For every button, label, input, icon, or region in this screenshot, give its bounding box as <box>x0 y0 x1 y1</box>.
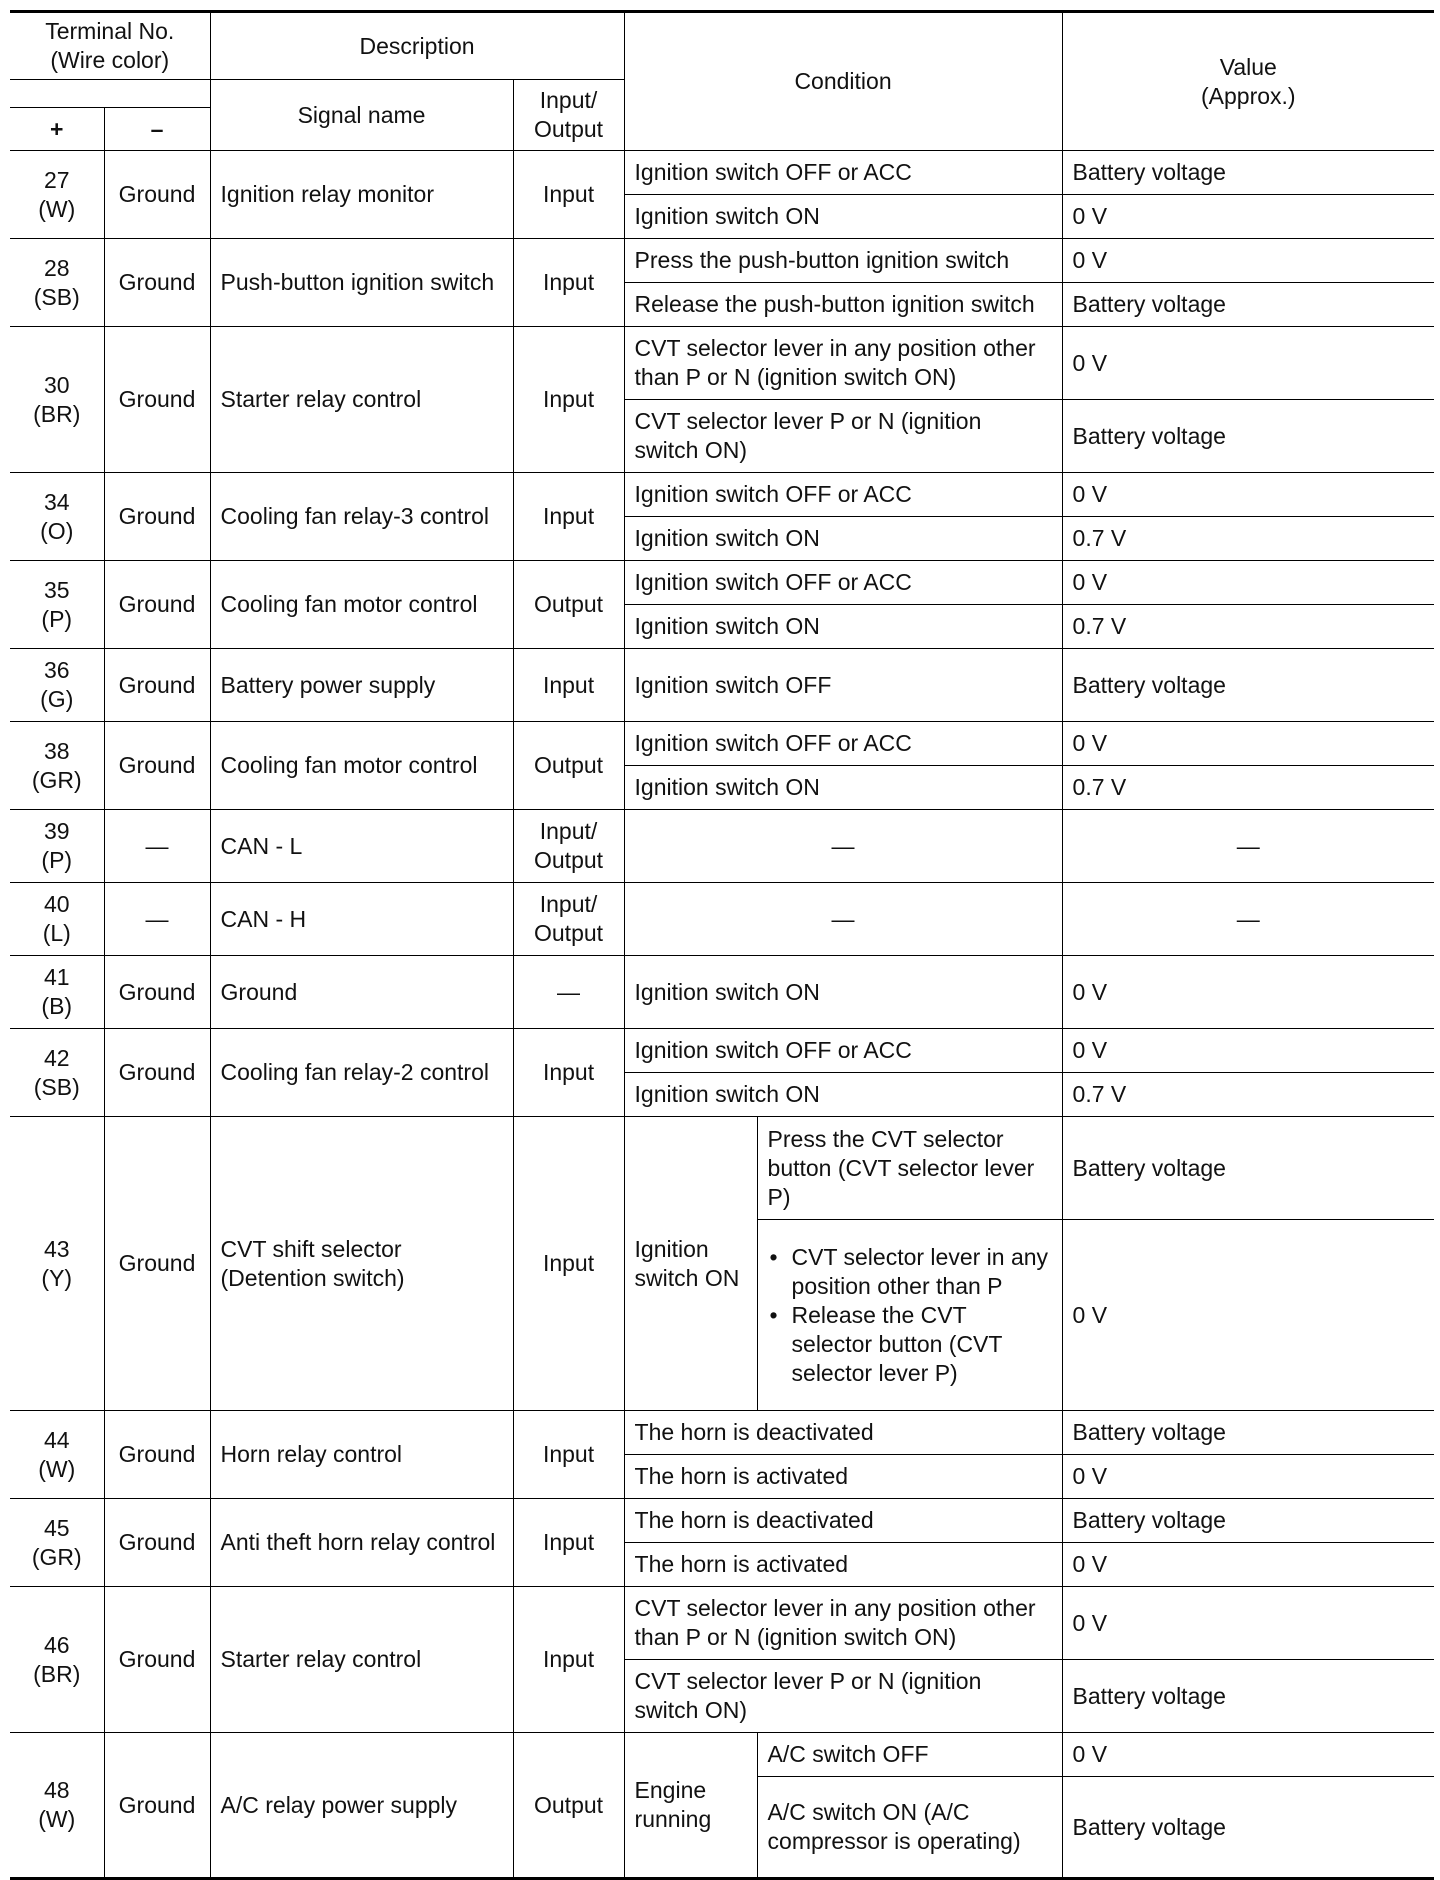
terminal-cell: 45 (GR) <box>10 1499 104 1587</box>
condition-cell: Ignition switch ON <box>624 1073 1062 1117</box>
value-cell: 0.7 V <box>1062 517 1434 561</box>
terminal-cell: 35 (P) <box>10 561 104 649</box>
condition-cell: CVT selector lever P or N (ignition switch ON) <box>624 400 1062 473</box>
condition-cell: Ignition switch ON <box>624 766 1062 810</box>
table-row <box>10 1499 1434 1543</box>
condition-header: Condition <box>624 12 1062 151</box>
terminal-cell: 27 (W) <box>10 151 104 239</box>
value-cell: Battery voltage <box>1062 1499 1434 1543</box>
wire-color-label: (Wire color) <box>50 47 170 73</box>
condition-cell: — <box>624 810 1062 883</box>
io-cell: Output <box>513 561 624 649</box>
value-cell: 0 V <box>1062 1543 1434 1587</box>
ground-cell: Ground <box>104 722 210 810</box>
value-cell: 0.7 V <box>1062 605 1434 649</box>
ground-cell: — <box>104 810 210 883</box>
terminal-cell: 46 (BR) <box>10 1587 104 1733</box>
terminal-cell: 43 (Y) <box>10 1117 104 1411</box>
table-row <box>10 810 1434 883</box>
terminal-cell: 40 (L) <box>10 883 104 956</box>
condition-cell: CVT selector lever in any position other than P or N (ignition switch ON) <box>624 1587 1062 1660</box>
io-cell: Input <box>513 1117 624 1411</box>
value-cell: 0 V <box>1062 1587 1434 1660</box>
value-cell: 0 V <box>1062 327 1434 400</box>
condition-cell: — <box>624 883 1062 956</box>
ground-cell: Ground <box>104 561 210 649</box>
ground-cell: Ground <box>104 1117 210 1411</box>
signal-cell: Cooling fan motor control <box>210 561 513 649</box>
ground-cell: Ground <box>104 473 210 561</box>
value-cell: Battery voltage <box>1062 1777 1434 1879</box>
terminal-cell: 39 (P) <box>10 810 104 883</box>
condition-bullet-list <box>768 1243 1052 1388</box>
condition-cell: The horn is activated <box>624 1455 1062 1499</box>
table-row <box>10 883 1434 956</box>
ground-cell: Ground <box>104 1029 210 1117</box>
value-cell: 0 V <box>1062 1029 1434 1073</box>
minus-header: – <box>104 108 210 151</box>
ground-cell: Ground <box>104 327 210 473</box>
condition-cell: Ignition switch OFF or ACC <box>624 561 1062 605</box>
value-cell: 0 V <box>1062 1220 1434 1411</box>
io-cell: Input <box>513 151 624 239</box>
value-cell: Battery voltage <box>1062 1411 1434 1455</box>
list-item: • CVT selector lever in any position other than P <box>768 1243 1052 1301</box>
table-row <box>10 1733 1434 1777</box>
list-item: • Release the CVT selector button (CVT selector lever P) <box>768 1301 1052 1388</box>
condition-cell: Ignition switch ON <box>624 956 1062 1029</box>
signal-cell: Cooling fan motor control <box>210 722 513 810</box>
ground-cell: Ground <box>104 956 210 1029</box>
terminal-cell: 28 (SB) <box>10 239 104 327</box>
signal-name-header: Signal name <box>210 80 513 151</box>
signal-cell: Ignition relay monitor <box>210 151 513 239</box>
io-cell: Input <box>513 1587 624 1733</box>
value-header <box>1062 12 1434 151</box>
condition-cell: Ignition switch OFF or ACC <box>624 151 1062 195</box>
value-label: Value <box>1219 53 1277 80</box>
condition-cell: Ignition switch OFF <box>624 649 1062 722</box>
terminal-cell: 30 (BR) <box>10 327 104 473</box>
io-cell: Output <box>513 722 624 810</box>
value-cell: Battery voltage <box>1062 1660 1434 1733</box>
value-cell: 0 V <box>1062 1455 1434 1499</box>
condition-cell <box>757 1220 1062 1411</box>
table-row <box>10 327 1434 400</box>
terminal-cell: 42 (SB) <box>10 1029 104 1117</box>
ground-cell: Ground <box>104 239 210 327</box>
condition-cell: The horn is activated <box>624 1543 1062 1587</box>
value-cell: Battery voltage <box>1062 151 1434 195</box>
signal-cell: Cooling fan relay-3 control <box>210 473 513 561</box>
signal-cell: Starter relay control <box>210 1587 513 1733</box>
terminal-cell: 48 (W) <box>10 1733 104 1879</box>
condition-cell: Ignition switch ON <box>624 195 1062 239</box>
io-header: Input/ Output <box>513 80 624 151</box>
header-row-1 <box>10 12 1434 80</box>
value-cell: 0 V <box>1062 195 1434 239</box>
condition-cell: The horn is deactivated <box>624 1411 1062 1455</box>
ground-cell: Ground <box>104 1587 210 1733</box>
io-cell: Output <box>513 1733 624 1879</box>
condition-cell: A/C switch ON (A/C compressor is operating) <box>757 1777 1062 1879</box>
io-cell: — <box>513 956 624 1029</box>
terminal-cell: 41 (B) <box>10 956 104 1029</box>
value-cell: 0 V <box>1062 1733 1434 1777</box>
io-cell: Input/ Output <box>513 883 624 956</box>
table-row <box>10 722 1434 766</box>
condition-cell: A/C switch OFF <box>757 1733 1062 1777</box>
io-cell: Input <box>513 239 624 327</box>
condition-cell: Ignition switch OFF or ACC <box>624 722 1062 766</box>
io-cell: Input/ Output <box>513 810 624 883</box>
signal-cell: CVT shift selector (Detention switch) <box>210 1117 513 1411</box>
table-row <box>10 1587 1434 1660</box>
signal-cell: Cooling fan relay-2 control <box>210 1029 513 1117</box>
value-cell: 0 V <box>1062 722 1434 766</box>
condition-group-cell: Ignition switch ON <box>624 1117 757 1411</box>
condition-cell: The horn is deactivated <box>624 1499 1062 1543</box>
plus-header: + <box>10 108 104 151</box>
value-cell: Battery voltage <box>1062 1117 1434 1220</box>
approx-label: (Approx.) <box>1200 82 1296 109</box>
value-cell: 0 V <box>1062 561 1434 605</box>
table-row <box>10 956 1434 1029</box>
condition-cell: Ignition switch OFF or ACC <box>624 1029 1062 1073</box>
table-row <box>10 1029 1434 1073</box>
value-cell: 0 V <box>1062 956 1434 1029</box>
value-cell: 0 V <box>1062 239 1434 283</box>
ground-cell: Ground <box>104 1411 210 1499</box>
signal-cell: CAN - H <box>210 883 513 956</box>
table-row <box>10 649 1434 722</box>
signal-cell: Ground <box>210 956 513 1029</box>
condition-cell: Ignition switch ON <box>624 605 1062 649</box>
condition-cell: Press the push-button ignition switch <box>624 239 1062 283</box>
terminal-no-label: Terminal No. <box>45 18 175 44</box>
condition-cell: Press the CVT selector button (CVT selector lever P) <box>757 1117 1062 1220</box>
signal-cell: Push-button ignition switch <box>210 239 513 327</box>
terminal-cell: 34 (O) <box>10 473 104 561</box>
ground-cell: Ground <box>104 1733 210 1879</box>
signal-cell: Starter relay control <box>210 327 513 473</box>
condition-cell: Ignition switch ON <box>624 517 1062 561</box>
value-cell: Battery voltage <box>1062 283 1434 327</box>
signal-cell: Battery power supply <box>210 649 513 722</box>
table-row <box>10 1411 1434 1455</box>
ground-cell: Ground <box>104 151 210 239</box>
table-row <box>10 561 1434 605</box>
terminal-cell: 38 (GR) <box>10 722 104 810</box>
value-cell: — <box>1062 810 1434 883</box>
description-header: Description <box>210 12 624 80</box>
io-cell: Input <box>513 1499 624 1587</box>
terminal-spec-table <box>10 10 1434 1880</box>
value-cell: — <box>1062 883 1434 956</box>
signal-cell: Horn relay control <box>210 1411 513 1499</box>
io-cell: Input <box>513 649 624 722</box>
ground-cell: Ground <box>104 649 210 722</box>
value-cell: 0 V <box>1062 473 1434 517</box>
io-cell: Input <box>513 473 624 561</box>
ground-cell: — <box>104 883 210 956</box>
signal-cell: A/C relay power supply <box>210 1733 513 1879</box>
table-row <box>10 239 1434 283</box>
signal-cell: Anti theft horn relay control <box>210 1499 513 1587</box>
io-cell: Input <box>513 1411 624 1499</box>
condition-cell: CVT selector lever in any position other than P or N (ignition switch ON) <box>624 327 1062 400</box>
io-cell: Input <box>513 1029 624 1117</box>
table-row <box>10 473 1434 517</box>
condition-cell: CVT selector lever P or N (ignition switch ON) <box>624 1660 1062 1733</box>
condition-group-cell: Engine running <box>624 1733 757 1879</box>
value-cell: 0.7 V <box>1062 766 1434 810</box>
value-cell: Battery voltage <box>1062 649 1434 722</box>
value-cell: Battery voltage <box>1062 400 1434 473</box>
table-row <box>10 1117 1434 1220</box>
condition-cell: Release the push-button ignition switch <box>624 283 1062 327</box>
terminal-no-header <box>10 12 210 80</box>
value-cell: 0.7 V <box>1062 1073 1434 1117</box>
ground-cell: Ground <box>104 1499 210 1587</box>
signal-cell: CAN - L <box>210 810 513 883</box>
terminal-cell: 44 (W) <box>10 1411 104 1499</box>
condition-cell: Ignition switch OFF or ACC <box>624 473 1062 517</box>
io-cell: Input <box>513 327 624 473</box>
table-row <box>10 151 1434 195</box>
terminal-cell: 36 (G) <box>10 649 104 722</box>
